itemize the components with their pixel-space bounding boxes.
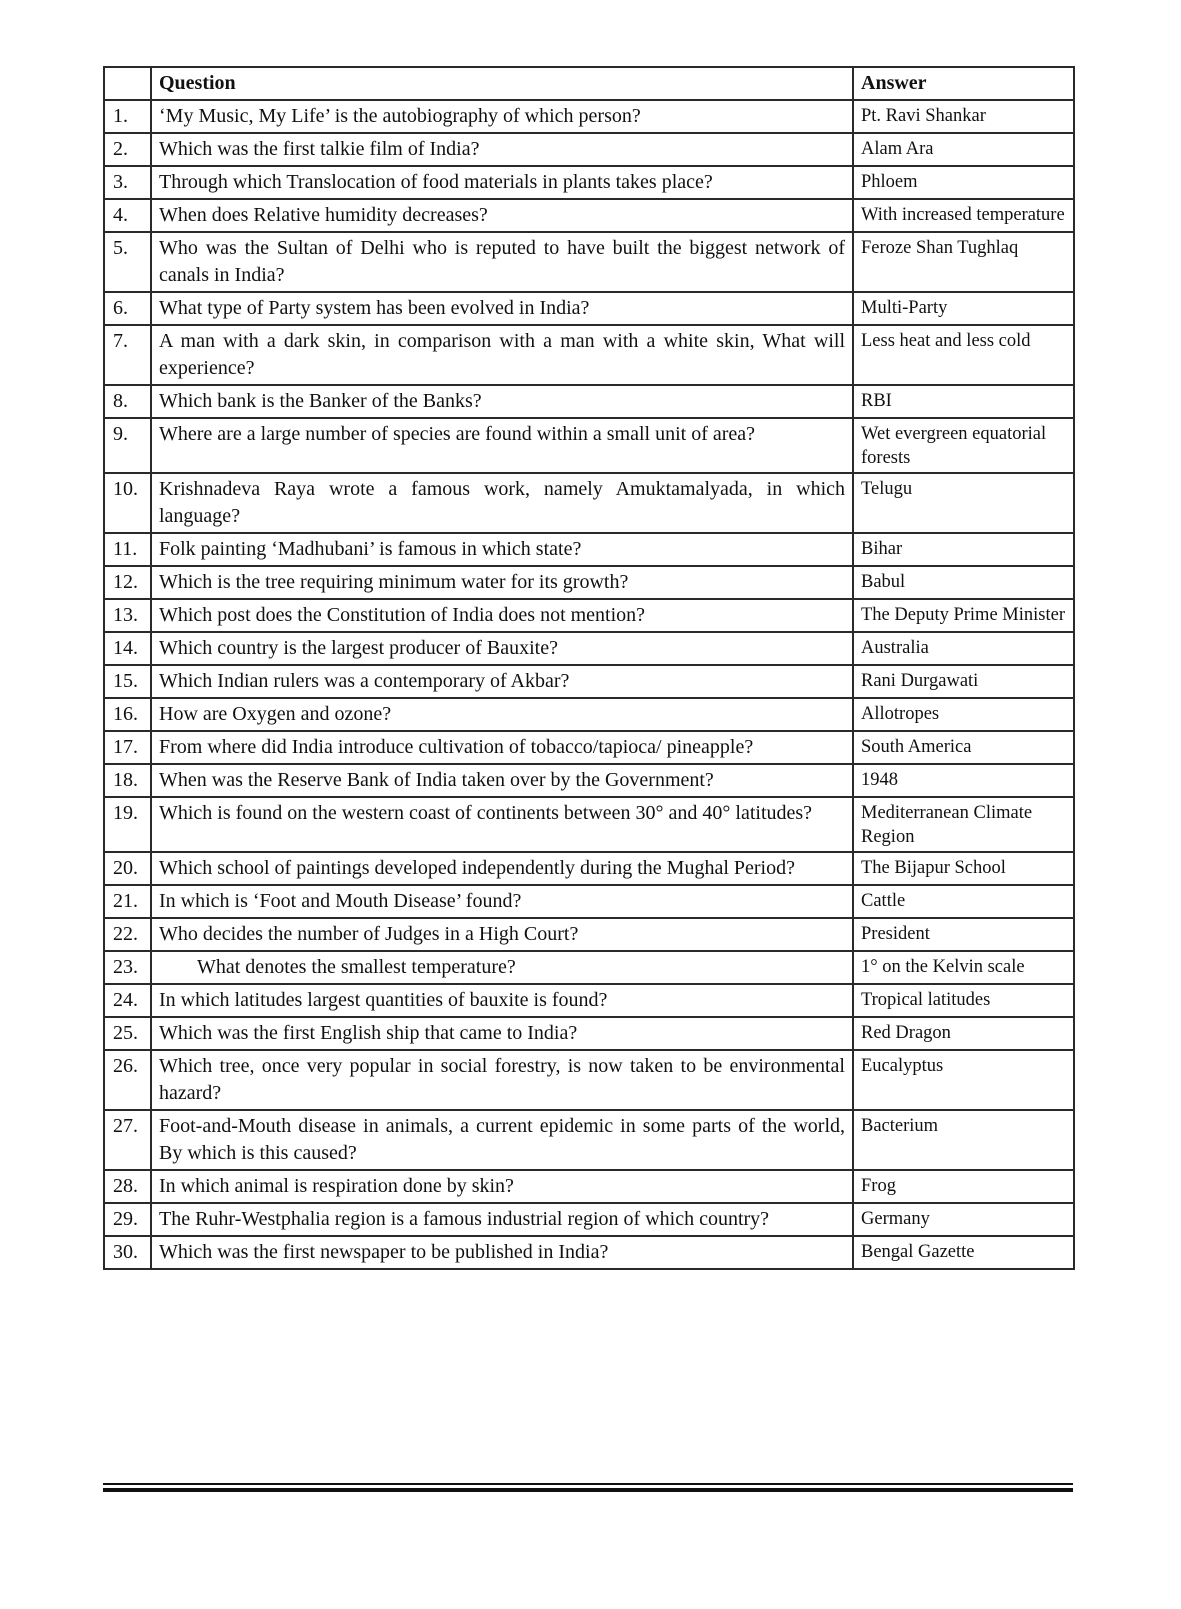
question-number: 18.: [104, 764, 151, 797]
table-row: [104, 852, 1074, 885]
answer-cell: Allotropes: [853, 698, 1074, 731]
question-cell: [151, 385, 853, 418]
question-cell: [151, 232, 853, 292]
question-number: 27.: [104, 1110, 151, 1170]
question-text: Which bank is the Banker of the Banks?: [159, 390, 482, 412]
question-text: Which tree, once very popular in social forestry, is now taken to be environmental hazard?: [159, 1055, 845, 1104]
table-row: [104, 473, 1074, 533]
question-text: What denotes the smallest temperature?: [197, 956, 516, 978]
question-text: Which school of paintings developed independently during the Mughal Period?: [159, 857, 795, 879]
question-number: 12.: [104, 566, 151, 599]
question-cell: [151, 1236, 853, 1269]
question-cell: [151, 133, 853, 166]
table-row: [104, 1236, 1074, 1269]
answer-cell: Less heat and less cold: [853, 325, 1074, 385]
table-row: [104, 984, 1074, 1017]
table-row: [104, 1110, 1074, 1170]
question-cell: [151, 533, 853, 566]
question-cell: [151, 1050, 853, 1110]
table-row: [104, 698, 1074, 731]
question-cell: [151, 566, 853, 599]
question-number: 30.: [104, 1236, 151, 1269]
table-header: [104, 67, 1074, 100]
table-row: [104, 133, 1074, 166]
qa-table: [103, 66, 1075, 1270]
question-number: 24.: [104, 984, 151, 1017]
answer-cell: Babul: [853, 566, 1074, 599]
question-cell: [151, 731, 853, 764]
answer-cell: Feroze Shan Tughlaq: [853, 232, 1074, 292]
footer-rule-thick: [103, 1488, 1073, 1492]
answer-cell: Pt. Ravi Shankar: [853, 100, 1074, 133]
table-row: [104, 199, 1074, 232]
answer-cell: Telugu: [853, 473, 1074, 533]
question-cell: [151, 764, 853, 797]
question-number: 13.: [104, 599, 151, 632]
table-row: [104, 533, 1074, 566]
question-number: 1.: [104, 100, 151, 133]
table-row: [104, 1170, 1074, 1203]
question-text: Which is found on the western coast of continents between 30° and 40° latitudes?: [159, 802, 813, 824]
table-row: [104, 1203, 1074, 1236]
footer-rule-thin: [103, 1483, 1073, 1485]
question-number: 28.: [104, 1170, 151, 1203]
question-number: 9.: [104, 418, 151, 473]
table-row: [104, 1017, 1074, 1050]
question-number: 11.: [104, 533, 151, 566]
table-row: [104, 166, 1074, 199]
question-cell: [151, 292, 853, 325]
answer-cell: 1948: [853, 764, 1074, 797]
question-text: Which was the first talkie film of India?: [159, 138, 480, 160]
question-text: Where are a large number of species are found within a small unit of area?: [159, 423, 756, 445]
table-row: [104, 599, 1074, 632]
question-number: 25.: [104, 1017, 151, 1050]
question-text: Krishnadeva Raya wrote a famous work, namely Amuktamalyada, in which language?: [159, 478, 845, 527]
question-text: Foot-and-Mouth disease in animals, a current epidemic in some parts of the world, By which is this caused?: [159, 1115, 845, 1164]
table-row: [104, 100, 1074, 133]
question-number: 2.: [104, 133, 151, 166]
question-text: What type of Party system has been evolved in India?: [159, 297, 590, 319]
answer-cell: President: [853, 918, 1074, 951]
question-cell: [151, 199, 853, 232]
answer-cell: Rani Durgawati: [853, 665, 1074, 698]
question-text: From where did India introduce cultivation of tobacco/tapioca/ pineapple?: [159, 736, 754, 758]
question-cell: [151, 852, 853, 885]
table-row: [104, 325, 1074, 385]
question-number: 14.: [104, 632, 151, 665]
question-number: 16.: [104, 698, 151, 731]
table-row: [104, 1050, 1074, 1110]
question-number: 6.: [104, 292, 151, 325]
answer-cell: 1° on the Kelvin scale: [853, 951, 1074, 984]
question-number: 29.: [104, 1203, 151, 1236]
answer-cell: Phloem: [853, 166, 1074, 199]
question-text: ‘My Music, My Life’ is the autobiography of which person?: [159, 105, 641, 127]
answer-cell: RBI: [853, 385, 1074, 418]
answer-cell: Wet evergreen equatorial forests: [853, 418, 1074, 473]
question-number: 17.: [104, 731, 151, 764]
question-cell: [151, 473, 853, 533]
question-text: Which was the first newspaper to be published in India?: [159, 1241, 609, 1263]
question-number: 20.: [104, 852, 151, 885]
question-cell: [151, 665, 853, 698]
question-text: The Ruhr-Westphalia region is a famous industrial region of which country?: [159, 1208, 770, 1230]
table-body: [104, 100, 1074, 1269]
question-text: Which was the first English ship that came to India?: [159, 1022, 578, 1044]
question-cell: [151, 1170, 853, 1203]
question-number: 23.: [104, 951, 151, 984]
question-cell: [151, 1017, 853, 1050]
question-text: In which is ‘Foot and Mouth Disease’ found?: [159, 890, 522, 912]
question-cell: [151, 166, 853, 199]
question-text: Which Indian rulers was a contemporary of Akbar?: [159, 670, 570, 692]
table-row: [104, 232, 1074, 292]
table-row: [104, 885, 1074, 918]
header-row: [104, 67, 1074, 100]
question-cell: [151, 984, 853, 1017]
answer-cell: The Bijapur School: [853, 852, 1074, 885]
question-number: 7.: [104, 325, 151, 385]
answer-cell: Tropical latitudes: [853, 984, 1074, 1017]
answer-cell: Red Dragon: [853, 1017, 1074, 1050]
answer-cell: Cattle: [853, 885, 1074, 918]
header-answer: Answer: [853, 67, 1074, 100]
question-text: When does Relative humidity decreases?: [159, 204, 488, 226]
question-cell: [151, 885, 853, 918]
question-number: 26.: [104, 1050, 151, 1110]
question-text: Who was the Sultan of Delhi who is reputed to have built the biggest network of canals in India?: [159, 237, 845, 286]
question-text: In which animal is respiration done by skin?: [159, 1175, 514, 1197]
answer-cell: Bacterium: [853, 1110, 1074, 1170]
answer-cell: With increased temperature: [853, 199, 1074, 232]
answer-cell: Germany: [853, 1203, 1074, 1236]
question-cell: [151, 1203, 853, 1236]
table-row: [104, 951, 1074, 984]
question-cell: [151, 325, 853, 385]
table-row: [104, 566, 1074, 599]
question-text: In which latitudes largest quantities of bauxite is found?: [159, 989, 608, 1011]
table-row: [104, 665, 1074, 698]
question-text: Which post does the Constitution of India does not mention?: [159, 604, 646, 626]
table-row: [104, 764, 1074, 797]
question-cell: [151, 418, 853, 473]
question-text: Folk painting ‘Madhubani’ is famous in which state?: [159, 538, 582, 560]
question-cell: [151, 1110, 853, 1170]
question-cell: [151, 698, 853, 731]
answer-cell: Mediterranean Climate Region: [853, 797, 1074, 852]
question-text: Who decides the number of Judges in a High Court?: [159, 923, 579, 945]
question-cell: [151, 951, 853, 984]
table-row: [104, 632, 1074, 665]
question-cell: [151, 632, 853, 665]
answer-cell: Eucalyptus: [853, 1050, 1074, 1110]
question-number: 3.: [104, 166, 151, 199]
answer-cell: Australia: [853, 632, 1074, 665]
table-row: [104, 292, 1074, 325]
question-cell: [151, 797, 853, 852]
question-cell: [151, 599, 853, 632]
question-number: 19.: [104, 797, 151, 852]
question-text: Through which Translocation of food materials in plants takes place?: [159, 171, 713, 193]
question-number: 8.: [104, 385, 151, 418]
question-text: A man with a dark skin, in comparison with a man with a white skin, What will experience?: [159, 330, 845, 379]
answer-cell: Bengal Gazette: [853, 1236, 1074, 1269]
table-row: [104, 385, 1074, 418]
header-number: [104, 67, 151, 100]
question-number: 21.: [104, 885, 151, 918]
question-text: Which country is the largest producer of Bauxite?: [159, 637, 558, 659]
table-row: [104, 418, 1074, 473]
table-row: [104, 731, 1074, 764]
question-number: 15.: [104, 665, 151, 698]
question-number: 5.: [104, 232, 151, 292]
question-cell: [151, 918, 853, 951]
table-row: [104, 797, 1074, 852]
question-cell: [151, 100, 853, 133]
answer-cell: Bihar: [853, 533, 1074, 566]
answer-cell: The Deputy Prime Minister: [853, 599, 1074, 632]
question-text: Which is the tree requiring minimum water for its growth?: [159, 571, 629, 593]
question-text: When was the Reserve Bank of India taken over by the Government?: [159, 769, 714, 791]
answer-cell: Multi-Party: [853, 292, 1074, 325]
question-number: 22.: [104, 918, 151, 951]
question-number: 10.: [104, 473, 151, 533]
question-number: 4.: [104, 199, 151, 232]
question-text: How are Oxygen and ozone?: [159, 703, 392, 725]
answer-cell: Frog: [853, 1170, 1074, 1203]
answer-cell: Alam Ara: [853, 133, 1074, 166]
answer-cell: South America: [853, 731, 1074, 764]
table-row: [104, 918, 1074, 951]
header-question: Question: [151, 67, 853, 100]
